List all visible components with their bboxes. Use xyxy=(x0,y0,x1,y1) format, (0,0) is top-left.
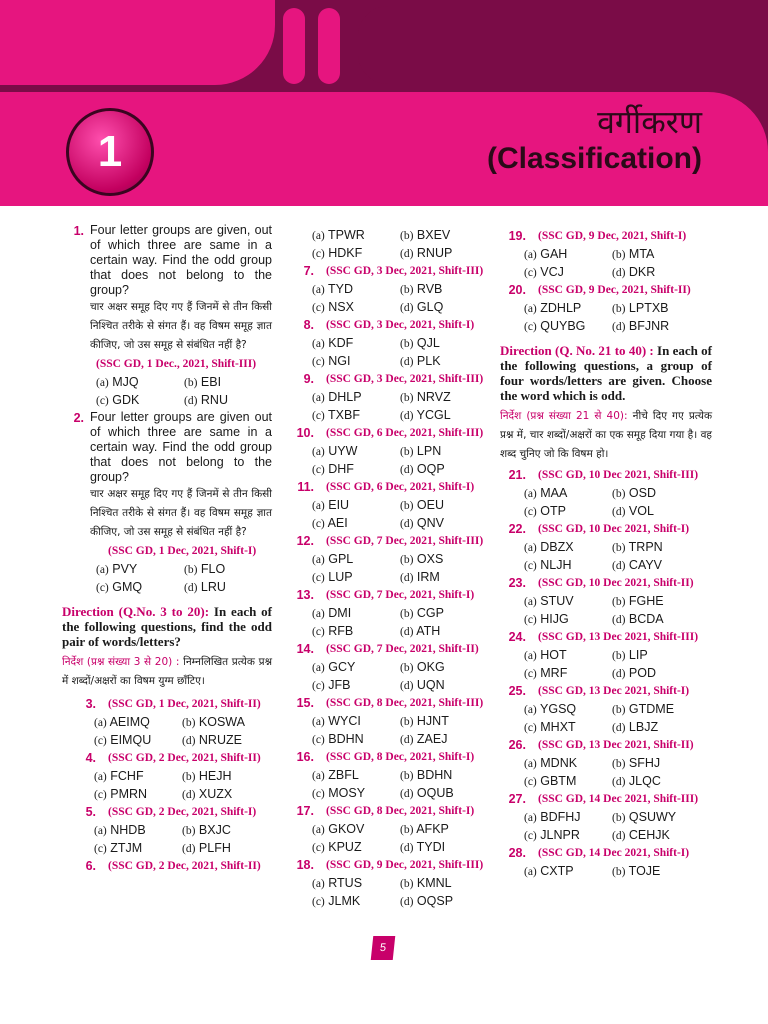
question-number: 25. xyxy=(508,683,526,698)
question-number: 10. xyxy=(296,425,314,440)
question-item xyxy=(62,803,272,857)
option: (a) EIU xyxy=(312,498,350,512)
option: (b) LPN xyxy=(400,444,442,458)
option: (d) LRU xyxy=(184,579,226,594)
option: (b) GTDME xyxy=(612,702,675,716)
option: (d) RNUP xyxy=(400,245,453,260)
question-number: 20. xyxy=(508,282,526,297)
question-item xyxy=(288,370,493,424)
exam-source: (SSC GD, 7 Dec, 2021, Shift-III) xyxy=(326,534,484,547)
option: (c) RFB xyxy=(312,623,354,638)
options xyxy=(524,593,712,628)
options xyxy=(312,227,493,262)
option: (a) UYW xyxy=(312,444,358,458)
option: (b) BXJC xyxy=(182,823,231,837)
option: (a) GPL xyxy=(312,552,354,566)
option: (b) BXEV xyxy=(400,228,451,242)
option: (a) CXTP xyxy=(524,864,574,878)
exam-source: (SSC GD, 10 Dec 2021, Shift-II) xyxy=(538,576,694,589)
exam-source: (SSC GD, 3 Dec, 2021, Shift-I) xyxy=(326,318,475,331)
options xyxy=(524,647,712,682)
options xyxy=(524,485,712,520)
question-text: Four letter groups are given, out of which three are same in a certain way. Find the odd group that does not belong to the group? xyxy=(90,223,272,297)
question-number: 23. xyxy=(508,575,526,590)
question-number: 11. xyxy=(297,479,314,494)
question-number: 15. xyxy=(296,695,314,710)
option: (c) NGI xyxy=(312,353,351,368)
option: (b) HEJH xyxy=(182,769,232,783)
option: (a) DBZX xyxy=(524,540,574,554)
question-list xyxy=(62,695,272,876)
option: (a) KDF xyxy=(312,336,354,350)
option: (b) RVB xyxy=(400,282,443,296)
column-3 xyxy=(500,227,712,881)
option: (d) BCDA xyxy=(612,611,664,626)
option: (a) TYD xyxy=(312,282,354,296)
option: (b) BDHN xyxy=(400,768,453,782)
question-number: 7. xyxy=(303,263,314,278)
header-left-shape xyxy=(0,0,275,85)
question-item xyxy=(288,748,493,802)
option: (a) PVY xyxy=(96,562,138,576)
options xyxy=(524,809,712,844)
question-number: 3. xyxy=(85,696,96,711)
options xyxy=(312,497,493,532)
option: (b) TRPN xyxy=(612,540,663,554)
question-item xyxy=(500,466,712,520)
chapter-title-english: (Classification) xyxy=(486,142,702,175)
question-item xyxy=(500,281,712,335)
question-item xyxy=(288,586,493,640)
option: (d) UQN xyxy=(400,677,445,692)
question-item xyxy=(500,682,712,736)
option: (d) ATH xyxy=(400,623,441,638)
question-list xyxy=(500,466,712,881)
option: (a) MAA xyxy=(524,486,568,500)
page-number: 5 xyxy=(371,936,396,960)
option: (c) MRF xyxy=(524,665,568,680)
option: (a) TPWR xyxy=(312,228,365,242)
options xyxy=(94,768,272,803)
options xyxy=(96,561,272,596)
option: (b) TOJE xyxy=(612,864,661,878)
option: (b) OKG xyxy=(400,660,445,674)
question-item xyxy=(500,520,712,574)
option: (d) RNU xyxy=(184,392,228,407)
question-item xyxy=(288,262,493,316)
header-right-shape xyxy=(358,6,768,84)
options xyxy=(524,246,712,281)
option: (c) TXBF xyxy=(312,407,360,422)
option: (b) CGP xyxy=(400,606,444,620)
question-item xyxy=(288,424,493,478)
option: (d) OQUB xyxy=(400,785,454,800)
options xyxy=(312,443,493,478)
option: (c) NLJH xyxy=(524,557,572,572)
exam-source: (SSC GD, 8 Dec, 2021, Shift-I) xyxy=(326,750,475,763)
option: (a) WYCI xyxy=(312,714,361,728)
direction-block-hindi: निर्देश (प्रश्न संख्या 3 से 20) : निम्नलिखित प्रत्येक प्रश्न में शब्दों/अक्षरों का विषम युग्म छाँटिए। xyxy=(62,656,272,687)
option: (a) RTUS xyxy=(312,876,363,890)
question-number: 4. xyxy=(85,750,96,765)
question-item xyxy=(500,736,712,790)
option: (b) NRVZ xyxy=(400,390,451,404)
question-number: 12. xyxy=(296,533,314,548)
exam-source: (SSC GD, 3 Dec, 2021, Shift-III) xyxy=(326,372,484,385)
option: (a) STUV xyxy=(524,594,574,608)
chapter-title-hindi: वर्गीकरण xyxy=(597,103,702,141)
option: (a) GKOV xyxy=(312,822,365,836)
question-item xyxy=(62,857,272,876)
options xyxy=(96,374,272,409)
question-number: 19. xyxy=(508,228,526,243)
column-2 xyxy=(288,227,493,910)
options xyxy=(312,281,493,316)
question-item xyxy=(62,695,272,749)
options xyxy=(312,605,493,640)
direction-block-hindi: निर्देश (प्रश्न संख्या 21 से 40): नीचे दिए गए प्रत्येक प्रश्न में, चार शब्दों/अक्षरों का एक समूह दिया गया है। वह शब्द चुनिए जो कि विषम हो। xyxy=(500,410,713,460)
option: (a) YGSQ xyxy=(524,702,577,716)
options xyxy=(312,389,493,424)
option: (d) BFJNR xyxy=(612,318,670,333)
options xyxy=(94,822,272,857)
exam-source: (SSC GD, 13 Dec 2021, Shift-II) xyxy=(538,738,694,751)
exam-source: (SSC GD, 3 Dec, 2021, Shift-III) xyxy=(326,264,484,277)
exam-source: (SSC GD, 1 Dec., 2021, Shift-III) xyxy=(96,357,257,370)
question-item xyxy=(288,640,493,694)
option: (b) OSD xyxy=(612,486,656,500)
exam-source: (SSC GD, 13 Dec 2021, Shift-III) xyxy=(538,630,699,643)
question-item xyxy=(288,694,493,748)
option: (b) QSUWY xyxy=(612,810,677,824)
question-text: Four letter groups are given out of which three are same in a certain way. Find the odd group that does not belong to the group? xyxy=(90,410,272,484)
option: (d) POD xyxy=(612,665,656,680)
option: (d) LBJZ xyxy=(612,719,659,734)
option: (c) QUYBG xyxy=(524,318,586,333)
option: (b) LIP xyxy=(612,648,648,662)
options xyxy=(524,539,712,574)
options xyxy=(312,551,493,586)
options xyxy=(312,659,493,694)
option: (b) FLO xyxy=(184,562,226,576)
option: (c) GMQ xyxy=(96,579,143,594)
question-number: 17. xyxy=(296,803,314,818)
option: (b) OXS xyxy=(400,552,444,566)
question-number: 27. xyxy=(508,791,526,806)
option: (b) OEU xyxy=(400,498,444,512)
option: (d) NRUZE xyxy=(182,732,242,747)
question-item xyxy=(288,856,493,910)
question-item xyxy=(288,478,493,532)
header-bar xyxy=(318,8,340,84)
option: (b) LPTXB xyxy=(612,301,669,315)
option: (b) FGHE xyxy=(612,594,664,608)
exam-source: (SSC GD, 8 Dec, 2021, Shift-I) xyxy=(326,804,475,817)
exam-source: (SSC GD, 9 Dec, 2021, Shift-III) xyxy=(326,858,484,871)
option: (a) NHDB xyxy=(94,823,146,837)
option: (a) AEIMQ xyxy=(94,715,150,729)
option: (d) QNV xyxy=(400,515,444,530)
exam-source: (SSC GD, 9 Dec, 2021, Shift-II) xyxy=(538,283,691,296)
options xyxy=(524,755,712,790)
header-bar xyxy=(283,8,305,84)
option: (c) MOSY xyxy=(312,785,366,800)
question-number: 9. xyxy=(303,371,314,386)
exam-source: (SSC GD, 2 Dec, 2021, Shift-I) xyxy=(108,805,257,818)
option: (c) DHF xyxy=(312,461,354,476)
exam-source: (SSC GD, 7 Dec, 2021, Shift-II) xyxy=(326,642,479,655)
question-number: 18. xyxy=(296,857,314,872)
option: (c) JLMK xyxy=(312,893,361,908)
option: (c) HDKF xyxy=(312,245,363,260)
option: (c) EIMQU xyxy=(94,732,152,747)
exam-source: (SSC GD, 6 Dec, 2021, Shift-III) xyxy=(326,426,484,439)
column-1 xyxy=(62,222,272,876)
option: (d) IRM xyxy=(400,569,440,584)
option: (b) HJNT xyxy=(400,714,449,728)
option: (c) OTP xyxy=(524,503,566,518)
option: (c) ZTJM xyxy=(94,840,143,855)
option: (c) JFB xyxy=(312,677,351,692)
option: (d) GLQ xyxy=(400,299,444,314)
exam-source: (SSC GD, 13 Dec 2021, Shift-I) xyxy=(538,684,690,697)
exam-source: (SSC GD, 2 Dec, 2021, Shift-II) xyxy=(108,859,261,872)
option: (d) CAYV xyxy=(612,557,663,572)
exam-source: (SSC GD, 8 Dec, 2021, Shift-III) xyxy=(326,696,484,709)
options xyxy=(312,767,493,802)
option: (d) DKR xyxy=(612,264,656,279)
exam-source: (SSC GD, 14 Dec 2021, Shift-III) xyxy=(538,792,699,805)
options xyxy=(94,714,272,749)
question-list xyxy=(288,262,493,910)
option: (c) MHXT xyxy=(524,719,576,734)
option: (c) BDHN xyxy=(312,731,364,746)
question-number: 8. xyxy=(303,317,314,332)
question-number: 21. xyxy=(508,467,526,482)
option: (b) SFHJ xyxy=(612,756,661,770)
question-number: 24. xyxy=(508,629,526,644)
question-item xyxy=(288,532,493,586)
option: (a) HOT xyxy=(524,648,567,662)
options xyxy=(312,713,493,748)
option: (d) PLK xyxy=(400,353,441,368)
question-number: 6. xyxy=(85,858,96,873)
option: (a) FCHF xyxy=(94,769,144,783)
question-number: 16. xyxy=(296,749,314,764)
option: (c) GDK xyxy=(96,392,140,407)
exam-source: (SSC GD, 9 Dec, 2021, Shift-I) xyxy=(538,229,687,242)
option: (d) XUZX xyxy=(182,786,233,801)
exam-source: (SSC GD, 14 Dec 2021, Shift-I) xyxy=(538,846,690,859)
exam-source: (SSC GD, 10 Dec 2021, Shift-III) xyxy=(538,468,699,481)
option: (c) VCJ xyxy=(524,264,564,279)
option: (d) ZAEJ xyxy=(400,731,448,746)
option: (b) KMNL xyxy=(400,876,452,890)
question-text-hindi: चार अक्षर समूह दिए गए हैं जिनमें से तीन किसी निश्चित तरीके से संगत हैं। वह विषम समूह ज्ञात कीजिए, जो उस समूह से संबंधित नहीं है? xyxy=(90,301,272,351)
question-item xyxy=(500,574,712,628)
question-number: 1. xyxy=(73,224,84,238)
option: (d) OQSP xyxy=(400,893,454,908)
option: (d) JLQC xyxy=(612,773,661,788)
option: (a) DMI xyxy=(312,606,352,620)
option: (c) KPUZ xyxy=(312,839,362,854)
question-1 xyxy=(62,223,272,409)
exam-source: (SSC GD, 10 Dec 2021, Shift-I) xyxy=(538,522,690,535)
options xyxy=(524,701,712,736)
options xyxy=(312,875,493,910)
exam-source: (SSC GD, 7 Dec, 2021, Shift-I) xyxy=(326,588,475,601)
question-text-hindi: चार अक्षर समूह दिए गए हैं जिनमें से तीन किसी निश्चित तरीके से संगत हैं। वह विषम समूह ज्ञात कीजिए, जो उस समूह से संबंधित नहीं है? xyxy=(90,488,272,538)
option: (a) ZBFL xyxy=(312,768,359,782)
question-number: 28. xyxy=(508,845,526,860)
option: (a) GCY xyxy=(312,660,356,674)
exam-source: (SSC GD, 6 Dec, 2021, Shift-I) xyxy=(326,480,475,493)
option: (b) KOSWA xyxy=(182,715,245,729)
exam-source: (SSC GD, 1 Dec, 2021, Shift-II) xyxy=(108,697,261,710)
question-number: 2. xyxy=(73,411,84,425)
question-number: 26. xyxy=(508,737,526,752)
option: (d) PLFH xyxy=(182,840,231,855)
direction-block: Direction (Q. No. 21 to 40) : In each of the following questions, a group of four words/letters are given. Choose the word which is odd. xyxy=(500,343,713,403)
question-item xyxy=(288,316,493,370)
option: (d) CEHJK xyxy=(612,827,670,842)
chapter-number: 1 xyxy=(66,108,154,196)
option: (a) MDNK xyxy=(524,756,578,770)
options xyxy=(312,821,493,856)
question-item xyxy=(500,844,712,881)
options xyxy=(524,863,712,881)
option: (c) PMRN xyxy=(94,786,148,801)
option: (a) MJQ xyxy=(96,375,139,389)
options xyxy=(524,300,712,335)
option: (c) LUP xyxy=(312,569,353,584)
question-list xyxy=(500,227,712,335)
option: (c) NSX xyxy=(312,299,354,314)
question-item xyxy=(500,227,712,281)
options xyxy=(312,335,493,370)
question-number: 14. xyxy=(296,641,314,656)
option: (d) OQP xyxy=(400,461,445,476)
option: (a) DHLP xyxy=(312,390,362,404)
option: (a) ZDHLP xyxy=(524,301,582,315)
option: (a) GAH xyxy=(524,247,568,261)
question-number: 13. xyxy=(296,587,314,602)
question-item xyxy=(500,628,712,682)
question-2 xyxy=(62,410,272,596)
option: (d) TYDI xyxy=(400,839,446,854)
option: (a) BDFHJ xyxy=(524,810,581,824)
option: (c) AEI xyxy=(312,515,348,530)
direction-block: Direction (Q.No. 3 to 20): In each of the following questions, find the odd pair of words/letters? xyxy=(62,604,273,649)
option: (b) AFKP xyxy=(400,822,449,836)
option: (b) EBI xyxy=(184,375,222,389)
question-item xyxy=(288,802,493,856)
option: (d) VOL xyxy=(612,503,654,518)
question-item xyxy=(62,749,272,803)
question-item xyxy=(500,790,712,844)
option: (b) QJL xyxy=(400,336,440,350)
option: (d) YCGL xyxy=(400,407,451,422)
option: (c) GBTM xyxy=(524,773,577,788)
option: (c) JLNPR xyxy=(524,827,580,842)
question-number: 22. xyxy=(508,521,526,536)
option: (c) HIJG xyxy=(524,611,569,626)
exam-source: (SSC GD, 2 Dec, 2021, Shift-II) xyxy=(108,751,261,764)
option: (b) MTA xyxy=(612,247,655,261)
question-number: 5. xyxy=(85,804,96,819)
exam-source: (SSC GD, 1 Dec, 2021, Shift-I) xyxy=(108,544,257,557)
